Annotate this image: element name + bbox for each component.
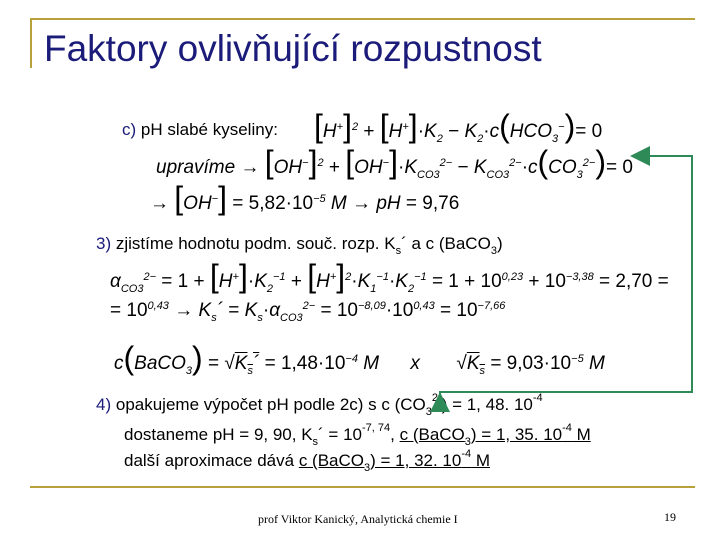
equation-c-2: upravíme → $[OH^-]^2 + [OH^-]\cdot K_{CO3}^{2-} - K_{CO3}^{2-}\cdot c(CO_3^{2-})= 0$ (156, 144, 633, 181)
footer-author: prof Viktor Kanický, Analytická chemie I (258, 512, 458, 526)
upravime-label: upravíme (156, 157, 236, 178)
part-4-label: 4) (96, 395, 112, 414)
part-4-line-2: dostaneme pH = 9, 90, $K_s´ = 10^{-7, 74}$, c (BaCO$_3$) = 1, 35. $10^{-4}$ M (124, 422, 591, 448)
part-3-text: zjistíme hodnotu podm. souč. rozp. $K_s´$ a c (BaCO$_3$) (115, 234, 503, 257)
equation-c-3: → $[OH^-] = 5,82\cdot 10^{-5}$ M → pH = 9,76 (150, 180, 460, 216)
part-3-label: 3) (96, 234, 112, 253)
part-c-label: c) (122, 120, 137, 139)
part-c-text: pH slabé kyseliny: (140, 120, 278, 139)
page-number: 19 (664, 510, 676, 524)
equation-c-baco3: c(BaCO$_3$) = $√K_s´ = 1,48\cdot 10^{-4}$ M x $√K_s = 9,03\cdot 10^{-5}$ M (114, 340, 605, 377)
slide-title: Faktory ovlivňující rozpustnost (44, 28, 542, 69)
equation-ks-prime: = $10^{0,43}$ → $K_s´ = K_s\cdot\alpha_{CO3}^{2-} = 10^{-8,09}\cdot 10^{0,43} = 10^{-7,66}$ (110, 300, 506, 324)
equation-alpha: $\alpha_{CO3}^{2-} = 1 + [H^+]\cdot K_2^{-1} + [H^+]^2\cdot K_1^{-1}\cdot K_2^{-1} = 1 + 10^{0,23} + 10^{-3,38} = 2,70$ = (110, 258, 669, 295)
equation-c-1: $[H^+]^2 + [H^+]\cdot K_2 - K_2\cdot c(HCO_3^-)= 0$ (314, 108, 603, 145)
part-4-line-1-text: opakujeme výpočet pH podle 2c) s c $(CO_3^{2-}) = 1$, 48. $10^{-4}$ (115, 392, 543, 418)
part-4-line-3: další aproximace dává c (BaCO$_3$) = 1, 32. $10^{-4}$ M (124, 448, 491, 474)
